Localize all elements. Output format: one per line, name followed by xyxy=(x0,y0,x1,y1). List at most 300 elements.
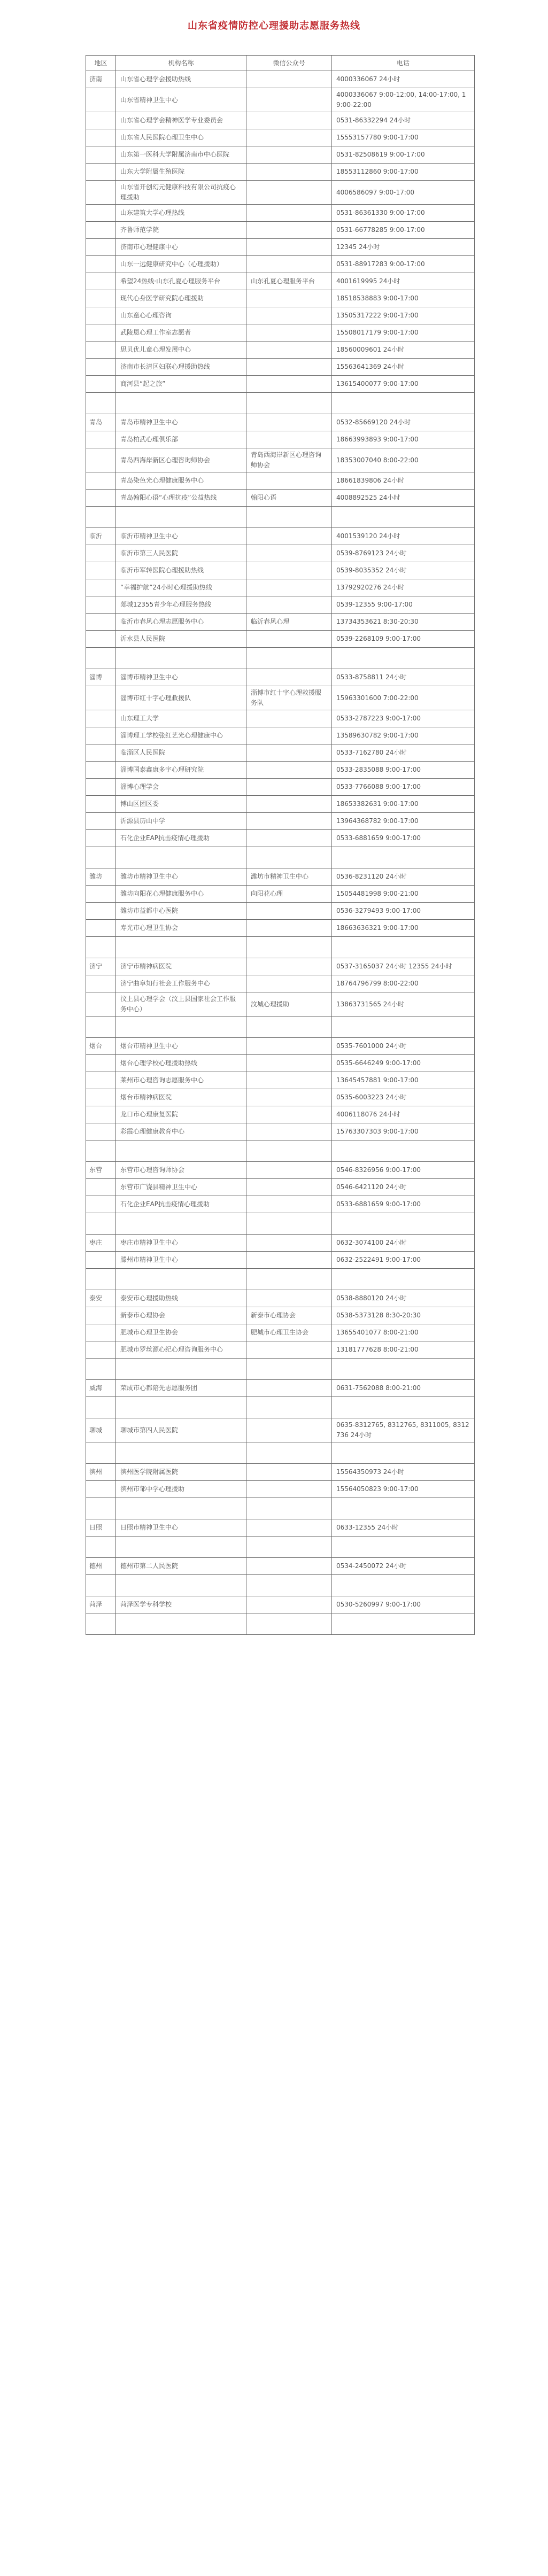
region-cell: 枣庄 xyxy=(86,1235,116,1252)
organization-cell: 商河县“起之旅” xyxy=(116,376,246,393)
wechat-account-cell xyxy=(246,1442,332,1464)
organization-cell: 济宁市精神病医院 xyxy=(116,958,246,975)
table-row xyxy=(86,868,475,886)
phone-cell: 13863731565 24小时 xyxy=(332,992,475,1017)
table-row xyxy=(86,1055,475,1072)
phone-cell: 18764796799 8:00-22:00 xyxy=(332,975,475,992)
region-cell xyxy=(86,1324,116,1341)
table-row xyxy=(86,324,475,342)
wechat-account-cell xyxy=(246,1519,332,1537)
region-cell xyxy=(86,727,116,744)
wechat-account-cell xyxy=(246,205,332,222)
hotline-table xyxy=(86,55,475,1635)
organization-cell: 石化企业EAP抗击疫情心理援助 xyxy=(116,830,246,847)
phone-cell xyxy=(332,393,475,414)
table-row xyxy=(86,1558,475,1575)
region-cell xyxy=(86,710,116,727)
phone-cell xyxy=(332,648,475,669)
wechat-account-cell xyxy=(246,1558,332,1575)
organization-cell xyxy=(116,1613,246,1635)
table-row xyxy=(86,562,475,579)
region-cell xyxy=(86,1613,116,1635)
region-cell xyxy=(86,1341,116,1359)
wechat-account-cell xyxy=(246,1055,332,1072)
organization-cell xyxy=(116,1269,246,1290)
wechat-account-cell xyxy=(246,1290,332,1307)
organization-cell: 淄博市红十字心理救援队 xyxy=(116,686,246,710)
table-row xyxy=(86,727,475,744)
phone-cell: 4001619995 24小时 xyxy=(332,273,475,290)
wechat-account-cell xyxy=(246,256,332,273)
wechat-account-cell xyxy=(246,847,332,868)
phone-cell: 0539-12355 9:00-17:00 xyxy=(332,596,475,614)
wechat-account-cell xyxy=(246,88,332,112)
organization-cell: 烟台心理学校心理援助热线 xyxy=(116,1055,246,1072)
wechat-account-cell: 青岛西海岸新区心理咨询师协会 xyxy=(246,448,332,472)
wechat-account-cell xyxy=(246,710,332,727)
phone-cell: 0533-6881659 9:00-17:00 xyxy=(332,830,475,847)
table-row xyxy=(86,744,475,762)
phone-cell: 13181777628 8:00-21:00 xyxy=(332,1341,475,1359)
table-row xyxy=(86,129,475,146)
phone-cell: 0532-85669120 24小时 xyxy=(332,414,475,431)
wechat-account-cell xyxy=(246,1123,332,1140)
organization-cell: 淄博心理学会 xyxy=(116,779,246,796)
table-row-blank xyxy=(86,847,475,868)
organization-cell: 山东大学附属生殖医院 xyxy=(116,164,246,181)
region-cell: 聊城 xyxy=(86,1418,116,1442)
phone-cell: 0539-2268109 9:00-17:00 xyxy=(332,631,475,648)
wechat-account-cell xyxy=(246,1397,332,1418)
wechat-account-cell xyxy=(246,1235,332,1252)
organization-cell xyxy=(116,847,246,868)
wechat-account-cell xyxy=(246,744,332,762)
wechat-account-cell xyxy=(246,1252,332,1269)
phone-cell: 13964368782 9:00-17:00 xyxy=(332,813,475,830)
phone-cell: 0632-2522491 9:00-17:00 xyxy=(332,1252,475,1269)
region-cell xyxy=(86,307,116,324)
phone-cell: 0533-7766088 9:00-17:00 xyxy=(332,779,475,796)
organization-cell xyxy=(116,1537,246,1558)
organization-cell: 山东省心理学会精神医学专业委员会 xyxy=(116,112,246,129)
wechat-account-cell xyxy=(246,1380,332,1397)
organization-cell: 日照市精神卫生中心 xyxy=(116,1519,246,1537)
region-cell xyxy=(86,1213,116,1235)
table-row-blank xyxy=(86,393,475,414)
organization-cell: 龙口市心理康复医院 xyxy=(116,1106,246,1123)
phone-cell: 0533-2787223 9:00-17:00 xyxy=(332,710,475,727)
region-cell xyxy=(86,359,116,376)
phone-cell xyxy=(332,1575,475,1596)
table-row xyxy=(86,545,475,562)
region-cell xyxy=(86,1179,116,1196)
organization-cell: 山东省精神卫生中心 xyxy=(116,88,246,112)
organization-cell: 沂源县历山中学 xyxy=(116,813,246,830)
wechat-account-cell xyxy=(246,1106,332,1123)
table-row xyxy=(86,273,475,290)
phone-cell: 4008892525 24小时 xyxy=(332,490,475,507)
phone-cell xyxy=(332,1537,475,1558)
phone-cell: 15763307303 9:00-17:00 xyxy=(332,1123,475,1140)
wechat-account-cell xyxy=(246,813,332,830)
table-row xyxy=(86,256,475,273)
phone-cell: 0530-5260997 9:00-17:00 xyxy=(332,1596,475,1613)
wechat-account-cell xyxy=(246,648,332,669)
wechat-account-cell: 山东孔夏心理服务平台 xyxy=(246,273,332,290)
organization-cell: 泰安市心理援助热线 xyxy=(116,1290,246,1307)
table-row xyxy=(86,307,475,324)
organization-cell: 临沂市精神卫生中心 xyxy=(116,528,246,545)
wechat-account-cell xyxy=(246,1038,332,1055)
organization-cell: 博山区团区委 xyxy=(116,796,246,813)
organization-cell: 汶上县心理学会（汶上县国家社会工作服务中心） xyxy=(116,992,246,1017)
wechat-account-cell xyxy=(246,669,332,686)
organization-cell: 武陵恩心理工作室志愿者 xyxy=(116,324,246,342)
region-cell xyxy=(86,448,116,472)
region-cell xyxy=(86,562,116,579)
phone-cell: 0531-86332294 24小时 xyxy=(332,112,475,129)
table-row xyxy=(86,596,475,614)
phone-cell: 15963301600 7:00-22:00 xyxy=(332,686,475,710)
phone-cell: 0536-3279493 9:00-17:00 xyxy=(332,903,475,920)
region-cell: 临沂 xyxy=(86,528,116,545)
phone-cell: 18663636321 9:00-17:00 xyxy=(332,920,475,937)
organization-cell: 潍坊市精神卫生中心 xyxy=(116,868,246,886)
region-cell xyxy=(86,324,116,342)
table-row-blank xyxy=(86,1017,475,1038)
wechat-account-cell xyxy=(246,222,332,239)
phone-cell: 15564050823 9:00-17:00 xyxy=(332,1481,475,1498)
region-cell xyxy=(86,1307,116,1324)
table-row xyxy=(86,88,475,112)
table-row xyxy=(86,448,475,472)
table-row-blank xyxy=(86,507,475,528)
wechat-account-cell xyxy=(246,129,332,146)
region-cell xyxy=(86,393,116,414)
organization-cell xyxy=(116,393,246,414)
wechat-account-cell xyxy=(246,181,332,205)
table-row xyxy=(86,1038,475,1055)
table-row xyxy=(86,1235,475,1252)
organization-cell: 东营市广饶县精神卫生中心 xyxy=(116,1179,246,1196)
table-row xyxy=(86,359,475,376)
organization-cell xyxy=(116,1359,246,1380)
table-row xyxy=(86,1290,475,1307)
region-cell xyxy=(86,146,116,164)
organization-cell: 希望24热线·山东孔夏心理服务平台 xyxy=(116,273,246,290)
wechat-account-cell xyxy=(246,1269,332,1290)
phone-cell: 15553157780 9:00-17:00 xyxy=(332,129,475,146)
wechat-account-cell xyxy=(246,1196,332,1213)
table-row xyxy=(86,1324,475,1341)
region-cell xyxy=(86,342,116,359)
organization-cell: 烟台市精神病医院 xyxy=(116,1089,246,1106)
wechat-account-cell xyxy=(246,290,332,307)
region-cell xyxy=(86,937,116,958)
organization-cell: 山东童心心理咨询 xyxy=(116,307,246,324)
phone-cell xyxy=(332,1269,475,1290)
table-row xyxy=(86,146,475,164)
region-cell xyxy=(86,920,116,937)
wechat-account-cell xyxy=(246,376,332,393)
organization-cell: 滨州医学院附属医院 xyxy=(116,1464,246,1481)
table-row xyxy=(86,1252,475,1269)
phone-cell: 0533-6881659 9:00-17:00 xyxy=(332,1196,475,1213)
organization-cell: “幸福护航”24小时心理援助热线 xyxy=(116,579,246,596)
phone-cell: 0535-6646249 9:00-17:00 xyxy=(332,1055,475,1072)
organization-cell: 寿光市心理卫生协会 xyxy=(116,920,246,937)
phone-cell: 18661839806 24小时 xyxy=(332,472,475,490)
phone-cell: 0546-6421120 24小时 xyxy=(332,1179,475,1196)
region-cell xyxy=(86,129,116,146)
region-cell xyxy=(86,472,116,490)
region-cell xyxy=(86,1481,116,1498)
phone-cell: 0546-8326956 9:00-17:00 xyxy=(332,1162,475,1179)
organization-cell: 莱州市心理咨询志愿服务中心 xyxy=(116,1072,246,1089)
region-cell xyxy=(86,579,116,596)
phone-cell xyxy=(332,1017,475,1038)
organization-cell: 临淄区人民医院 xyxy=(116,744,246,762)
organization-cell: 青岛染色光心理健康服务中心 xyxy=(116,472,246,490)
phone-cell: 0631-7562088 8:00-21:00 xyxy=(332,1380,475,1397)
table-row-blank xyxy=(86,1575,475,1596)
organization-cell: 青岛翰阳心语“心理抗疫”公益热线 xyxy=(116,490,246,507)
table-row xyxy=(86,1341,475,1359)
phone-cell xyxy=(332,1359,475,1380)
region-cell xyxy=(86,1106,116,1123)
phone-cell: 18663993893 9:00-17:00 xyxy=(332,431,475,448)
wechat-account-cell xyxy=(246,1537,332,1558)
table-row-blank xyxy=(86,1537,475,1558)
region-cell xyxy=(86,507,116,528)
table-row xyxy=(86,342,475,359)
region-cell xyxy=(86,648,116,669)
wechat-account-cell xyxy=(246,1498,332,1519)
table-row xyxy=(86,71,475,88)
phone-cell xyxy=(332,1498,475,1519)
wechat-account-cell xyxy=(246,1072,332,1089)
region-cell xyxy=(86,903,116,920)
region-cell xyxy=(86,1498,116,1519)
region-cell xyxy=(86,992,116,1017)
table-row xyxy=(86,164,475,181)
phone-cell: 0536-8231120 24小时 xyxy=(332,868,475,886)
region-cell: 烟台 xyxy=(86,1038,116,1055)
phone-cell: 18518538883 9:00-17:00 xyxy=(332,290,475,307)
table-row xyxy=(86,710,475,727)
table-row xyxy=(86,1162,475,1179)
region-cell xyxy=(86,1196,116,1213)
organization-cell: 齐鲁师范学院 xyxy=(116,222,246,239)
table-row-blank xyxy=(86,1613,475,1635)
wechat-account-cell: 潍坊市精神卫生中心 xyxy=(246,868,332,886)
region-cell xyxy=(86,545,116,562)
region-cell: 滨州 xyxy=(86,1464,116,1481)
phone-cell: 13792920276 24小时 xyxy=(332,579,475,596)
wechat-account-cell xyxy=(246,579,332,596)
region-cell xyxy=(86,1055,116,1072)
region-cell xyxy=(86,975,116,992)
region-cell xyxy=(86,205,116,222)
wechat-account-cell: 向阳花心理 xyxy=(246,886,332,903)
table-row xyxy=(86,112,475,129)
wechat-account-cell xyxy=(246,631,332,648)
phone-cell: 0635-8312765, 8312765, 8311005, 8312736 24小时 xyxy=(332,1418,475,1442)
organization-cell: 济南市长清区妇联心理援助热线 xyxy=(116,359,246,376)
wechat-account-cell xyxy=(246,1418,332,1442)
table-header-row xyxy=(86,56,475,71)
table-row xyxy=(86,669,475,686)
page-title: 山东省疫情防控心理援助志愿服务热线 xyxy=(188,20,360,32)
table-row xyxy=(86,579,475,596)
phone-cell xyxy=(332,507,475,528)
table-row xyxy=(86,975,475,992)
wechat-account-cell xyxy=(246,528,332,545)
region-cell xyxy=(86,847,116,868)
organization-cell: 山东一远健康研究中心（心理援助） xyxy=(116,256,246,273)
region-cell xyxy=(86,1575,116,1596)
phone-cell: 0538-5373128 8:30-20:30 xyxy=(332,1307,475,1324)
region-cell xyxy=(86,112,116,129)
organization-cell: 山东省人民医院心理卫生中心 xyxy=(116,129,246,146)
table-row xyxy=(86,414,475,431)
region-cell xyxy=(86,1537,116,1558)
wechat-account-cell xyxy=(246,727,332,744)
wechat-account-cell xyxy=(246,1596,332,1613)
wechat-account-cell xyxy=(246,359,332,376)
wechat-account-cell xyxy=(246,1162,332,1179)
region-cell xyxy=(86,256,116,273)
region-cell: 东营 xyxy=(86,1162,116,1179)
table-row xyxy=(86,376,475,393)
wechat-account-cell xyxy=(246,507,332,528)
phone-cell: 0632-3074100 24小时 xyxy=(332,1235,475,1252)
header-phone: 电话 xyxy=(332,56,475,71)
table-row-blank xyxy=(86,1269,475,1290)
phone-cell: 0531-82508619 9:00-17:00 xyxy=(332,146,475,164)
wechat-account-cell xyxy=(246,1464,332,1481)
table-row xyxy=(86,490,475,507)
table-row xyxy=(86,1596,475,1613)
phone-cell: 15054481998 9:00-21:00 xyxy=(332,886,475,903)
region-cell: 菏泽 xyxy=(86,1596,116,1613)
organization-cell xyxy=(116,648,246,669)
region-cell xyxy=(86,164,116,181)
wechat-account-cell xyxy=(246,1140,332,1162)
organization-cell: 临沂市春风心理志愿服务中心 xyxy=(116,614,246,631)
wechat-account-cell xyxy=(246,920,332,937)
table-row-blank xyxy=(86,937,475,958)
phone-cell xyxy=(332,937,475,958)
organization-cell: 青岛西海岸新区心理咨询师协会 xyxy=(116,448,246,472)
table-row xyxy=(86,992,475,1017)
table-row xyxy=(86,1123,475,1140)
wechat-account-cell xyxy=(246,545,332,562)
region-cell xyxy=(86,744,116,762)
region-cell xyxy=(86,762,116,779)
region-cell xyxy=(86,222,116,239)
organization-cell: 东营市心理咨询师协会 xyxy=(116,1162,246,1179)
wechat-account-cell xyxy=(246,937,332,958)
table-row xyxy=(86,239,475,256)
wechat-account-cell xyxy=(246,975,332,992)
organization-cell: 肥城市心理卫生协会 xyxy=(116,1324,246,1341)
phone-cell: 13589630782 9:00-17:00 xyxy=(332,727,475,744)
region-cell xyxy=(86,1252,116,1269)
organization-cell: 临沂市军转医院心理援助热线 xyxy=(116,562,246,579)
phone-cell: 0533-7162780 24小时 xyxy=(332,744,475,762)
region-cell xyxy=(86,1017,116,1038)
phone-cell xyxy=(332,1213,475,1235)
organization-cell: 淄博理工学校张红艺光心理健康中心 xyxy=(116,727,246,744)
phone-cell: 15508017179 9:00-17:00 xyxy=(332,324,475,342)
wechat-account-cell xyxy=(246,146,332,164)
region-cell xyxy=(86,273,116,290)
wechat-account-cell xyxy=(246,324,332,342)
wechat-account-cell xyxy=(246,779,332,796)
organization-cell: 临沂市第三人民医院 xyxy=(116,545,246,562)
organization-cell xyxy=(116,937,246,958)
phone-cell: 0537-3165037 24小时 12355 24小时 xyxy=(332,958,475,975)
region-cell xyxy=(86,1140,116,1162)
wechat-account-cell: 临沂春风心理 xyxy=(246,614,332,631)
table-row xyxy=(86,614,475,631)
region-cell xyxy=(86,1072,116,1089)
phone-cell: 13645457881 9:00-17:00 xyxy=(332,1072,475,1089)
phone-cell: 15563641369 24小时 xyxy=(332,359,475,376)
table-row xyxy=(86,1464,475,1481)
wechat-account-cell xyxy=(246,796,332,813)
region-cell xyxy=(86,1359,116,1380)
wechat-account-cell xyxy=(246,1613,332,1635)
organization-cell: 滕州市精神卫生中心 xyxy=(116,1252,246,1269)
region-cell xyxy=(86,376,116,393)
organization-cell: 济南市心理健康中心 xyxy=(116,239,246,256)
wechat-account-cell xyxy=(246,112,332,129)
phone-cell: 15564350973 24小时 xyxy=(332,1464,475,1481)
region-cell xyxy=(86,830,116,847)
wechat-account-cell xyxy=(246,762,332,779)
region-cell: 威海 xyxy=(86,1380,116,1397)
table-row xyxy=(86,431,475,448)
wechat-account-cell xyxy=(246,1359,332,1380)
organization-cell: 菏泽医学专科学校 xyxy=(116,1596,246,1613)
table-row-blank xyxy=(86,1140,475,1162)
wechat-account-cell xyxy=(246,342,332,359)
phone-cell: 13505317222 9:00-17:00 xyxy=(332,307,475,324)
phone-cell: 4006586097 9:00-17:00 xyxy=(332,181,475,205)
phone-cell xyxy=(332,847,475,868)
region-cell xyxy=(86,796,116,813)
phone-cell: 0533-2835088 9:00-17:00 xyxy=(332,762,475,779)
phone-cell: 4006118076 24小时 xyxy=(332,1106,475,1123)
phone-cell: 13655401077 8:00-21:00 xyxy=(332,1324,475,1341)
table-row xyxy=(86,830,475,847)
header-organization: 机构名称 xyxy=(116,56,246,71)
phone-cell: 0531-86361330 9:00-17:00 xyxy=(332,205,475,222)
table-row xyxy=(86,222,475,239)
organization-cell xyxy=(116,1575,246,1596)
region-cell xyxy=(86,181,116,205)
phone-cell xyxy=(332,1442,475,1464)
organization-cell: 荣成市心都陪先志愿服务团 xyxy=(116,1380,246,1397)
header-wechat-account: 微信公众号 xyxy=(246,56,332,71)
organization-cell: 现代心身医学研究院心理援助 xyxy=(116,290,246,307)
table-row xyxy=(86,1481,475,1498)
table-row xyxy=(86,1072,475,1089)
wechat-account-cell xyxy=(246,958,332,975)
organization-cell: 济宁曲阜知行社会工作服务中心 xyxy=(116,975,246,992)
